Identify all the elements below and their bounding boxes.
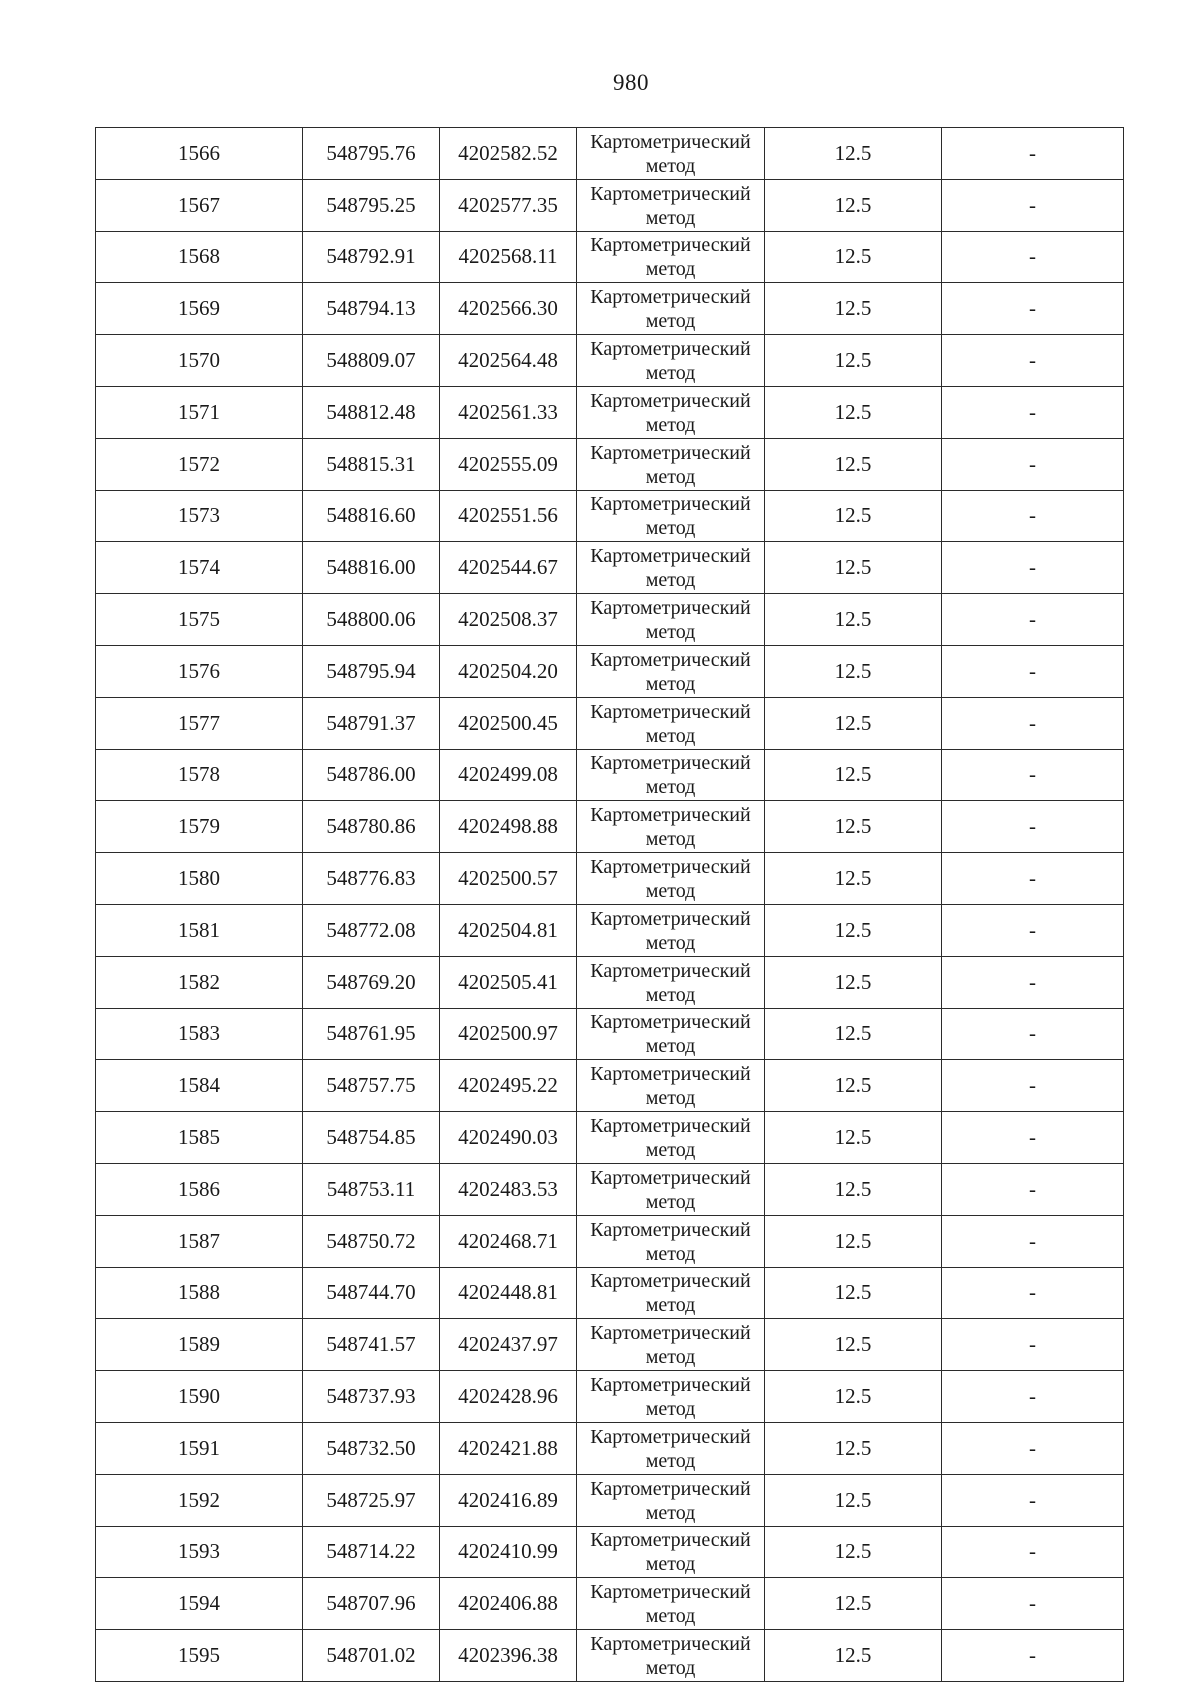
x-coordinate-cell: 548772.08 bbox=[303, 904, 440, 956]
note-cell: - bbox=[942, 1215, 1124, 1267]
table-row bbox=[96, 542, 1124, 594]
x-coordinate-cell: 548725.97 bbox=[303, 1474, 440, 1526]
method-line-2: метод bbox=[645, 931, 696, 954]
method-line-1: Картометрический bbox=[590, 959, 751, 982]
method-line-1: Картометрический bbox=[590, 1322, 751, 1345]
table-row bbox=[96, 128, 1124, 180]
point-id-cell: 1570 bbox=[96, 335, 303, 387]
x-coordinate-cell: 548780.86 bbox=[303, 801, 440, 853]
method-cell bbox=[577, 542, 765, 594]
method-line-1: Картометрический bbox=[590, 700, 751, 723]
table-row bbox=[96, 179, 1124, 231]
note-cell: - bbox=[942, 853, 1124, 905]
table-row bbox=[96, 1371, 1124, 1423]
accuracy-cell: 12.5 bbox=[765, 904, 942, 956]
y-coordinate-cell: 4202500.97 bbox=[440, 1008, 577, 1060]
table-row bbox=[96, 438, 1124, 490]
method-line-1: Картометрический bbox=[590, 1166, 751, 1189]
accuracy-cell: 12.5 bbox=[765, 1526, 942, 1578]
point-id-cell: 1579 bbox=[96, 801, 303, 853]
method-cell bbox=[577, 1371, 765, 1423]
accuracy-cell: 12.5 bbox=[765, 853, 942, 905]
table-row bbox=[96, 594, 1124, 646]
note-cell: - bbox=[942, 231, 1124, 283]
method-cell bbox=[577, 1008, 765, 1060]
method-cell bbox=[577, 1060, 765, 1112]
y-coordinate-cell: 4202544.67 bbox=[440, 542, 577, 594]
method-line-2: метод bbox=[645, 310, 696, 333]
x-coordinate-cell: 548816.00 bbox=[303, 542, 440, 594]
method-line-2: метод bbox=[645, 465, 696, 488]
method-line-2: метод bbox=[645, 1294, 696, 1317]
y-coordinate-cell: 4202505.41 bbox=[440, 956, 577, 1008]
y-coordinate-cell: 4202566.30 bbox=[440, 283, 577, 335]
x-coordinate-cell: 548750.72 bbox=[303, 1215, 440, 1267]
y-coordinate-cell: 4202582.52 bbox=[440, 128, 577, 180]
y-coordinate-cell: 4202564.48 bbox=[440, 335, 577, 387]
y-coordinate-cell: 4202416.89 bbox=[440, 1474, 577, 1526]
note-cell: - bbox=[942, 1630, 1124, 1682]
point-id-cell: 1581 bbox=[96, 904, 303, 956]
method-cell bbox=[577, 853, 765, 905]
x-coordinate-cell: 548776.83 bbox=[303, 853, 440, 905]
method-cell bbox=[577, 1578, 765, 1630]
table-row bbox=[96, 1060, 1124, 1112]
method-line-1: Картометрический bbox=[590, 1270, 751, 1293]
note-cell: - bbox=[942, 904, 1124, 956]
method-line-1: Картометрический bbox=[590, 1115, 751, 1138]
method-line-1: Картометрический bbox=[590, 1063, 751, 1086]
method-line-2: метод bbox=[645, 258, 696, 281]
method-cell bbox=[577, 438, 765, 490]
x-coordinate-cell: 548714.22 bbox=[303, 1526, 440, 1578]
point-id-cell: 1583 bbox=[96, 1008, 303, 1060]
method-line-1: Картометрический bbox=[590, 338, 751, 361]
y-coordinate-cell: 4202508.37 bbox=[440, 594, 577, 646]
note-cell: - bbox=[942, 490, 1124, 542]
method-line-1: Картометрический bbox=[590, 752, 751, 775]
accuracy-cell: 12.5 bbox=[765, 490, 942, 542]
method-line-2: метод bbox=[645, 724, 696, 747]
coordinates-table-container bbox=[95, 127, 1123, 1682]
method-line-1: Картометрический bbox=[590, 804, 751, 827]
note-cell: - bbox=[942, 1422, 1124, 1474]
method-line-1: Картометрический bbox=[590, 545, 751, 568]
y-coordinate-cell: 4202468.71 bbox=[440, 1215, 577, 1267]
accuracy-cell: 12.5 bbox=[765, 1112, 942, 1164]
point-id-cell: 1568 bbox=[96, 231, 303, 283]
x-coordinate-cell: 548744.70 bbox=[303, 1267, 440, 1319]
y-coordinate-cell: 4202490.03 bbox=[440, 1112, 577, 1164]
point-id-cell: 1567 bbox=[96, 179, 303, 231]
page-number: 980 bbox=[613, 70, 649, 95]
method-line-1: Картометрический bbox=[590, 389, 751, 412]
point-id-cell: 1569 bbox=[96, 283, 303, 335]
accuracy-cell: 12.5 bbox=[765, 1474, 942, 1526]
method-cell bbox=[577, 1112, 765, 1164]
method-cell bbox=[577, 1215, 765, 1267]
x-coordinate-cell: 548761.95 bbox=[303, 1008, 440, 1060]
x-coordinate-cell: 548786.00 bbox=[303, 749, 440, 801]
y-coordinate-cell: 4202555.09 bbox=[440, 438, 577, 490]
method-line-2: метод bbox=[645, 1398, 696, 1421]
method-line-2: метод bbox=[645, 1346, 696, 1369]
y-coordinate-cell: 4202406.88 bbox=[440, 1578, 577, 1630]
method-cell bbox=[577, 801, 765, 853]
note-cell: - bbox=[942, 1578, 1124, 1630]
table-row bbox=[96, 749, 1124, 801]
point-id-cell: 1587 bbox=[96, 1215, 303, 1267]
point-id-cell: 1571 bbox=[96, 386, 303, 438]
accuracy-cell: 12.5 bbox=[765, 438, 942, 490]
table-row bbox=[96, 231, 1124, 283]
accuracy-cell: 12.5 bbox=[765, 386, 942, 438]
point-id-cell: 1588 bbox=[96, 1267, 303, 1319]
table-row bbox=[96, 1578, 1124, 1630]
note-cell: - bbox=[942, 801, 1124, 853]
method-line-1: Картометрический bbox=[590, 648, 751, 671]
method-line-2: метод bbox=[645, 828, 696, 851]
y-coordinate-cell: 4202410.99 bbox=[440, 1526, 577, 1578]
point-id-cell: 1582 bbox=[96, 956, 303, 1008]
y-coordinate-cell: 4202568.11 bbox=[440, 231, 577, 283]
note-cell: - bbox=[942, 697, 1124, 749]
accuracy-cell: 12.5 bbox=[765, 594, 942, 646]
y-coordinate-cell: 4202448.81 bbox=[440, 1267, 577, 1319]
x-coordinate-cell: 548754.85 bbox=[303, 1112, 440, 1164]
method-cell bbox=[577, 128, 765, 180]
point-id-cell: 1572 bbox=[96, 438, 303, 490]
point-id-cell: 1593 bbox=[96, 1526, 303, 1578]
method-line-1: Картометрический bbox=[590, 130, 751, 153]
note-cell: - bbox=[942, 749, 1124, 801]
method-line-1: Картометрический bbox=[590, 856, 751, 879]
method-cell bbox=[577, 956, 765, 1008]
method-line-1: Картометрический bbox=[590, 441, 751, 464]
method-line-2: метод bbox=[645, 1501, 696, 1524]
method-line-1: Картометрический bbox=[590, 907, 751, 930]
method-line-2: метод bbox=[645, 1553, 696, 1576]
method-line-2: метод bbox=[645, 1139, 696, 1162]
x-coordinate-cell: 548794.13 bbox=[303, 283, 440, 335]
table-body bbox=[96, 128, 1124, 1682]
method-line-2: метод bbox=[645, 621, 696, 644]
table-row bbox=[96, 1630, 1124, 1682]
method-cell bbox=[577, 386, 765, 438]
accuracy-cell: 12.5 bbox=[765, 1422, 942, 1474]
table-row bbox=[96, 1526, 1124, 1578]
coordinates-table bbox=[95, 127, 1124, 1682]
accuracy-cell: 12.5 bbox=[765, 1008, 942, 1060]
method-line-2: метод bbox=[645, 1087, 696, 1110]
accuracy-cell: 12.5 bbox=[765, 645, 942, 697]
table-row bbox=[96, 1319, 1124, 1371]
point-id-cell: 1591 bbox=[96, 1422, 303, 1474]
method-line-2: метод bbox=[645, 206, 696, 229]
method-line-2: метод bbox=[645, 1190, 696, 1213]
note-cell: - bbox=[942, 1371, 1124, 1423]
y-coordinate-cell: 4202561.33 bbox=[440, 386, 577, 438]
method-line-2: метод bbox=[645, 569, 696, 592]
point-id-cell: 1585 bbox=[96, 1112, 303, 1164]
method-cell bbox=[577, 1526, 765, 1578]
method-line-2: метод bbox=[645, 880, 696, 903]
note-cell: - bbox=[942, 594, 1124, 646]
table-row bbox=[96, 697, 1124, 749]
x-coordinate-cell: 548795.76 bbox=[303, 128, 440, 180]
x-coordinate-cell: 548701.02 bbox=[303, 1630, 440, 1682]
x-coordinate-cell: 548732.50 bbox=[303, 1422, 440, 1474]
method-line-1: Картометрический bbox=[590, 597, 751, 620]
note-cell: - bbox=[942, 128, 1124, 180]
method-line-1: Картометрический bbox=[590, 1477, 751, 1500]
method-cell bbox=[577, 749, 765, 801]
method-line-1: Картометрический bbox=[590, 1374, 751, 1397]
accuracy-cell: 12.5 bbox=[765, 283, 942, 335]
note-cell: - bbox=[942, 645, 1124, 697]
accuracy-cell: 12.5 bbox=[765, 335, 942, 387]
accuracy-cell: 12.5 bbox=[765, 1267, 942, 1319]
point-id-cell: 1584 bbox=[96, 1060, 303, 1112]
method-line-1: Картометрический bbox=[590, 182, 751, 205]
note-cell: - bbox=[942, 1474, 1124, 1526]
accuracy-cell: 12.5 bbox=[765, 801, 942, 853]
method-line-2: метод bbox=[645, 517, 696, 540]
method-line-2: метод bbox=[645, 983, 696, 1006]
y-coordinate-cell: 4202498.88 bbox=[440, 801, 577, 853]
note-cell: - bbox=[942, 1526, 1124, 1578]
note-cell: - bbox=[942, 1112, 1124, 1164]
x-coordinate-cell: 548800.06 bbox=[303, 594, 440, 646]
point-id-cell: 1586 bbox=[96, 1163, 303, 1215]
accuracy-cell: 12.5 bbox=[765, 956, 942, 1008]
accuracy-cell: 12.5 bbox=[765, 542, 942, 594]
x-coordinate-cell: 548791.37 bbox=[303, 697, 440, 749]
point-id-cell: 1589 bbox=[96, 1319, 303, 1371]
x-coordinate-cell: 548737.93 bbox=[303, 1371, 440, 1423]
table-row bbox=[96, 1112, 1124, 1164]
table-row bbox=[96, 1215, 1124, 1267]
x-coordinate-cell: 548795.25 bbox=[303, 179, 440, 231]
method-cell bbox=[577, 1267, 765, 1319]
note-cell: - bbox=[942, 283, 1124, 335]
x-coordinate-cell: 548757.75 bbox=[303, 1060, 440, 1112]
point-id-cell: 1566 bbox=[96, 128, 303, 180]
method-line-2: метод bbox=[645, 362, 696, 385]
table-row bbox=[96, 335, 1124, 387]
method-line-1: Картометрический bbox=[590, 493, 751, 516]
table-row bbox=[96, 1474, 1124, 1526]
accuracy-cell: 12.5 bbox=[765, 749, 942, 801]
method-line-1: Картометрический bbox=[590, 1425, 751, 1448]
method-line-2: метод bbox=[645, 413, 696, 436]
table-row bbox=[96, 801, 1124, 853]
x-coordinate-cell: 548815.31 bbox=[303, 438, 440, 490]
method-line-1: Картометрический bbox=[590, 286, 751, 309]
y-coordinate-cell: 4202428.96 bbox=[440, 1371, 577, 1423]
method-cell bbox=[577, 231, 765, 283]
method-line-2: метод bbox=[645, 1605, 696, 1628]
y-coordinate-cell: 4202396.38 bbox=[440, 1630, 577, 1682]
point-id-cell: 1574 bbox=[96, 542, 303, 594]
accuracy-cell: 12.5 bbox=[765, 1215, 942, 1267]
x-coordinate-cell: 548707.96 bbox=[303, 1578, 440, 1630]
y-coordinate-cell: 4202421.88 bbox=[440, 1422, 577, 1474]
method-cell bbox=[577, 1630, 765, 1682]
table-row bbox=[96, 956, 1124, 1008]
method-cell bbox=[577, 1163, 765, 1215]
y-coordinate-cell: 4202483.53 bbox=[440, 1163, 577, 1215]
x-coordinate-cell: 548769.20 bbox=[303, 956, 440, 1008]
note-cell: - bbox=[942, 335, 1124, 387]
method-line-1: Картометрический bbox=[590, 234, 751, 257]
accuracy-cell: 12.5 bbox=[765, 1630, 942, 1682]
note-cell: - bbox=[942, 1163, 1124, 1215]
note-cell: - bbox=[942, 179, 1124, 231]
point-id-cell: 1575 bbox=[96, 594, 303, 646]
note-cell: - bbox=[942, 1267, 1124, 1319]
y-coordinate-cell: 4202495.22 bbox=[440, 1060, 577, 1112]
method-cell bbox=[577, 645, 765, 697]
y-coordinate-cell: 4202499.08 bbox=[440, 749, 577, 801]
table-row bbox=[96, 645, 1124, 697]
method-line-2: метод bbox=[645, 776, 696, 799]
method-line-1: Картометрический bbox=[590, 1633, 751, 1655]
table-row bbox=[96, 904, 1124, 956]
method-line-2: метод bbox=[645, 1449, 696, 1472]
point-id-cell: 1577 bbox=[96, 697, 303, 749]
point-id-cell: 1573 bbox=[96, 490, 303, 542]
point-id-cell: 1578 bbox=[96, 749, 303, 801]
method-cell bbox=[577, 1319, 765, 1371]
x-coordinate-cell: 548816.60 bbox=[303, 490, 440, 542]
x-coordinate-cell: 548753.11 bbox=[303, 1163, 440, 1215]
table-row bbox=[96, 853, 1124, 905]
point-id-cell: 1590 bbox=[96, 1371, 303, 1423]
y-coordinate-cell: 4202500.57 bbox=[440, 853, 577, 905]
accuracy-cell: 12.5 bbox=[765, 1319, 942, 1371]
method-cell bbox=[577, 697, 765, 749]
accuracy-cell: 12.5 bbox=[765, 697, 942, 749]
method-cell bbox=[577, 594, 765, 646]
y-coordinate-cell: 4202504.20 bbox=[440, 645, 577, 697]
method-line-1: Картометрический bbox=[590, 1581, 751, 1604]
note-cell: - bbox=[942, 542, 1124, 594]
method-line-2: метод bbox=[645, 1657, 696, 1679]
method-line-1: Картометрический bbox=[590, 1529, 751, 1552]
method-line-1: Картометрический bbox=[590, 1218, 751, 1241]
x-coordinate-cell: 548809.07 bbox=[303, 335, 440, 387]
y-coordinate-cell: 4202577.35 bbox=[440, 179, 577, 231]
point-id-cell: 1576 bbox=[96, 645, 303, 697]
point-id-cell: 1580 bbox=[96, 853, 303, 905]
method-line-2: метод bbox=[645, 672, 696, 695]
table-row bbox=[96, 1267, 1124, 1319]
accuracy-cell: 12.5 bbox=[765, 179, 942, 231]
method-line-2: метод bbox=[645, 1242, 696, 1265]
table-row bbox=[96, 1422, 1124, 1474]
method-line-2: метод bbox=[645, 1035, 696, 1058]
point-id-cell: 1595 bbox=[96, 1630, 303, 1682]
note-cell: - bbox=[942, 1319, 1124, 1371]
point-id-cell: 1594 bbox=[96, 1578, 303, 1630]
accuracy-cell: 12.5 bbox=[765, 1371, 942, 1423]
note-cell: - bbox=[942, 1060, 1124, 1112]
note-cell: - bbox=[942, 1008, 1124, 1060]
x-coordinate-cell: 548812.48 bbox=[303, 386, 440, 438]
y-coordinate-cell: 4202500.45 bbox=[440, 697, 577, 749]
method-cell bbox=[577, 490, 765, 542]
y-coordinate-cell: 4202504.81 bbox=[440, 904, 577, 956]
table-row bbox=[96, 490, 1124, 542]
accuracy-cell: 12.5 bbox=[765, 231, 942, 283]
x-coordinate-cell: 548741.57 bbox=[303, 1319, 440, 1371]
y-coordinate-cell: 4202437.97 bbox=[440, 1319, 577, 1371]
note-cell: - bbox=[942, 438, 1124, 490]
table-row bbox=[96, 386, 1124, 438]
method-cell bbox=[577, 283, 765, 335]
note-cell: - bbox=[942, 956, 1124, 1008]
accuracy-cell: 12.5 bbox=[765, 1578, 942, 1630]
method-cell bbox=[577, 179, 765, 231]
accuracy-cell: 12.5 bbox=[765, 128, 942, 180]
x-coordinate-cell: 548792.91 bbox=[303, 231, 440, 283]
x-coordinate-cell: 548795.94 bbox=[303, 645, 440, 697]
method-cell bbox=[577, 1422, 765, 1474]
point-id-cell: 1592 bbox=[96, 1474, 303, 1526]
method-cell bbox=[577, 1474, 765, 1526]
table-row bbox=[96, 283, 1124, 335]
accuracy-cell: 12.5 bbox=[765, 1163, 942, 1215]
method-cell bbox=[577, 335, 765, 387]
note-cell: - bbox=[942, 386, 1124, 438]
y-coordinate-cell: 4202551.56 bbox=[440, 490, 577, 542]
method-cell bbox=[577, 904, 765, 956]
accuracy-cell: 12.5 bbox=[765, 1060, 942, 1112]
method-line-1: Картометрический bbox=[590, 1011, 751, 1034]
method-line-2: метод bbox=[645, 154, 696, 177]
table-row bbox=[96, 1008, 1124, 1060]
table-row bbox=[96, 1163, 1124, 1215]
